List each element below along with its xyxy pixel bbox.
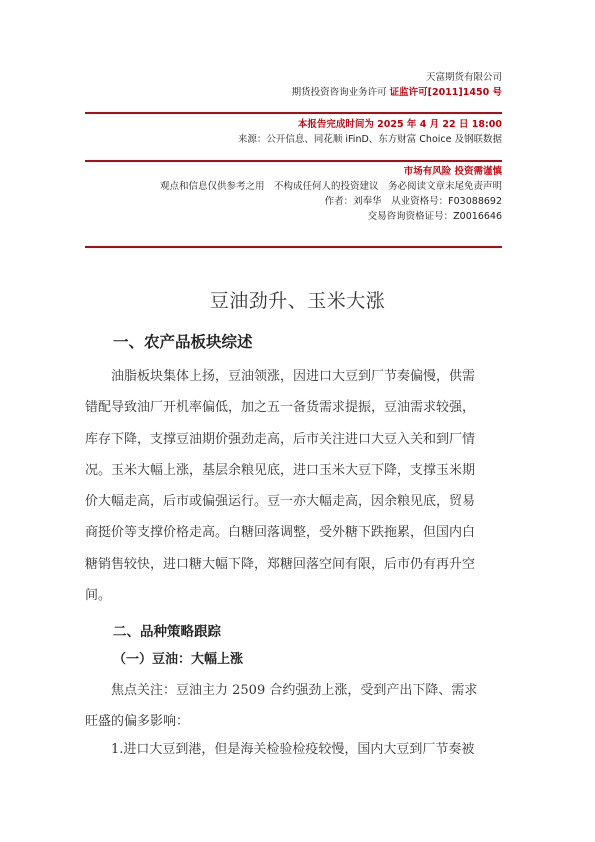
header-divider-3	[85, 246, 502, 248]
paragraph-line: 况。玉米大幅上涨，基层余粮见底，进口玉米大豆下降，支撑玉米期	[85, 462, 476, 478]
subsection-heading-soybean-oil: （一）豆油：大幅上涨	[113, 652, 244, 667]
header-divider-2	[85, 160, 502, 162]
paragraph-line: 价大幅走高，后市或偏强运行。豆一亦大幅走高，因余粮见底，贸易	[85, 494, 476, 510]
data-source: 来源：公开信息、同花顺 iFinD、东方财富 Choice 及钢联数据	[237, 134, 502, 145]
advisory-number: 交易咨询资格证号：Z0016646	[367, 211, 502, 222]
report-header	[85, 70, 502, 224]
paragraph-line: 油脂板块集体上扬，豆油领涨，因进口大豆到厂节奏偏慢，供需	[111, 369, 476, 384]
paragraph-line: 糖销售较快，进口糖大幅下降，郑糖回落空间有限，后市仍有再升空	[85, 556, 476, 572]
paragraph-line: 1.进口大豆到港，但是海关检验检疫较慢，国内大豆到厂节奏被	[111, 742, 475, 757]
point-one-paragraph	[85, 734, 513, 765]
paragraph-line: 旺盛的偏多影响：	[85, 714, 190, 730]
risk-warning: 市场有风险 投资需谨慎	[403, 166, 502, 177]
paragraph-line: 焦点关注：豆油主力 2509 合约强劲上涨，受到产出下降、需求	[111, 683, 478, 698]
report-title: 豆油劲升、玉米大涨	[209, 290, 386, 312]
report-time: 本报告完成时间为 2025 年 4 月 22 日 18:00	[297, 119, 502, 130]
paragraph-line: 库存下降，支撑豆油期价强劲走高，后市关注进口大豆入关和到厂情	[85, 431, 476, 447]
license-prefix: 期货投资咨询业务许可	[291, 87, 387, 98]
focus-paragraph	[85, 675, 513, 738]
paragraph-line: 商挺价等支撑价格走高。白糖回落调整，受外糖下跌拖累，但国内白	[85, 525, 476, 541]
license-number: 证监许可[2011]1450 号	[389, 87, 502, 98]
header-divider-1	[85, 112, 502, 114]
license-line	[85, 85, 502, 100]
company-name: 天富期货有限公司	[425, 72, 502, 83]
overview-paragraph	[85, 361, 513, 611]
section-heading-overview: 一、农产品板块综述	[113, 332, 253, 351]
author-line: 作者：刘奉华 从业资格号：F03088692	[324, 196, 502, 207]
paragraph-line: 错配导致油厂开机率偏低，加之五一备货需求提振，豆油需求较强，	[85, 400, 476, 416]
disclaimer: 观点和信息仅供参考之用 不构成任何人的投资建议 务必阅读文章末尾免责声明	[159, 181, 502, 192]
paragraph-line: 间。	[85, 588, 112, 604]
section-heading-strategy: 二、品种策略跟踪	[113, 624, 221, 640]
